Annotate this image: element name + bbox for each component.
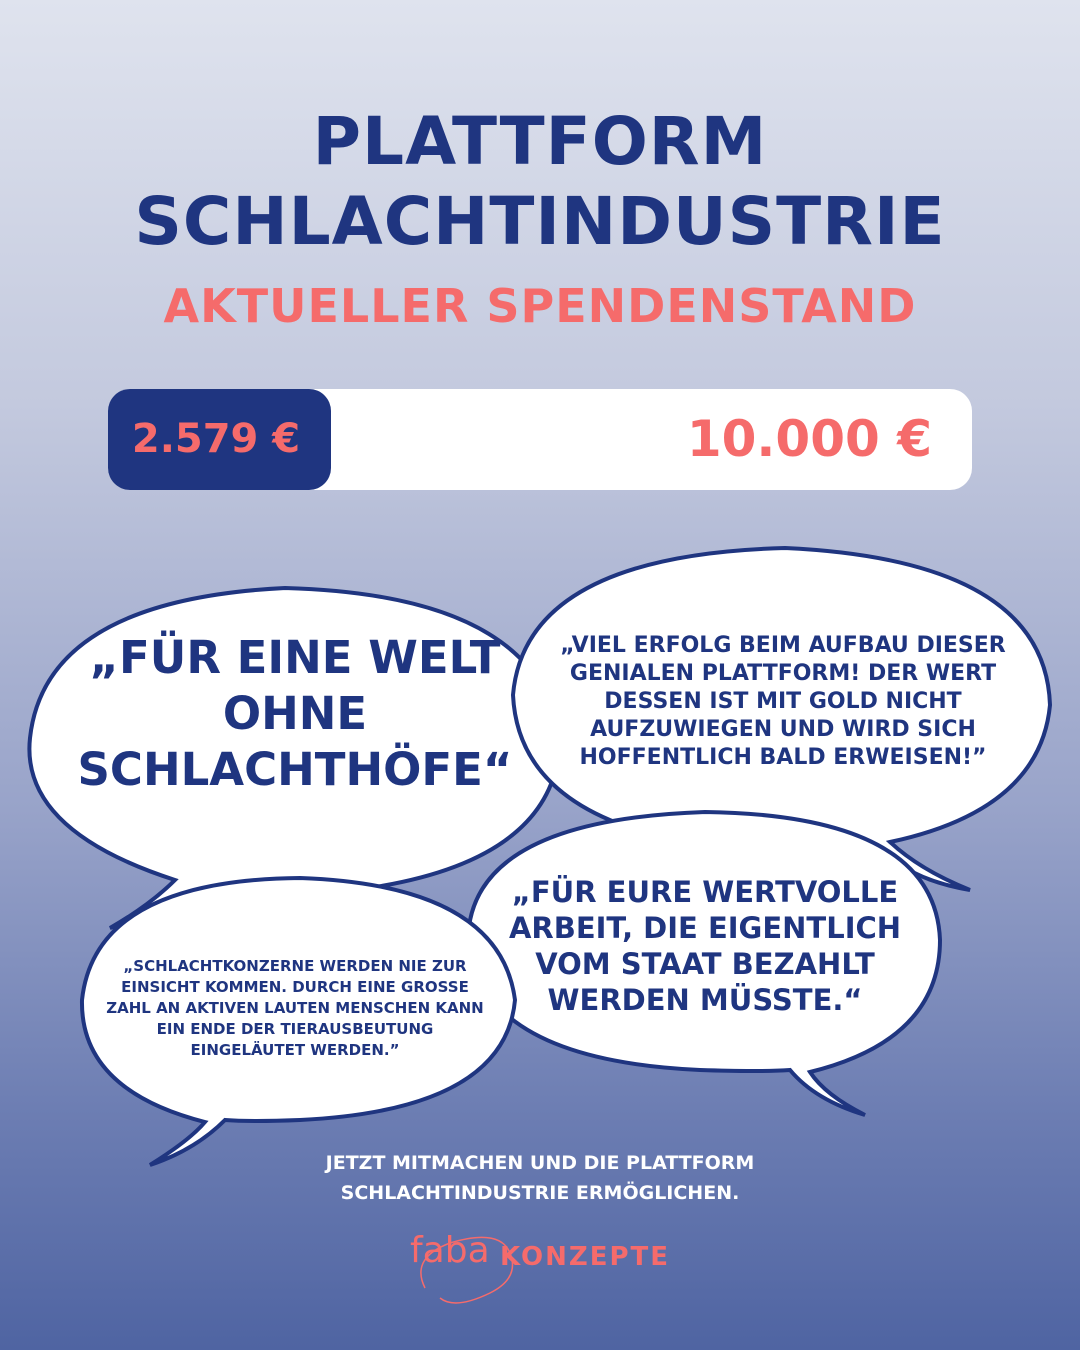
page-title-line1: PLATTFORM — [312, 103, 768, 180]
quote-1: „FÜR EINE WELT OHNE SCHLACHTHÖFE“ — [77, 631, 513, 796]
page-subtitle: AKTUELLER SPENDENSTAND — [163, 279, 917, 333]
quote-4: „FÜR EURE WERTVOLLE ARBEIT, DIE EIGENTLICH VOM STAAT BEZAHLT WERDEN MÜSSTE.“ — [508, 875, 902, 1017]
faba-konzepte-logo — [380, 1218, 700, 1308]
quote-3: „SCHLACHTKONZERNE WERDEN NIE ZUR EINSICHT KOMMEN. DURCH EINE GROSSE ZAHL AN AKTIVEN LAUTEN MENSCHEN KANN EIN ENDE DER TIERAUSBEUTUNG EINGELÄUTET WERDEN.” — [106, 957, 484, 1059]
donation-goal-amount: 10.000 € — [686, 410, 932, 468]
donation-current-amount: 2.579 € — [131, 416, 301, 462]
logo-faba-text: faba — [410, 1230, 490, 1271]
call-to-action: JETZT MITMACHEN UND DIE PLATTFORM SCHLACHTINDUSTRIE ERMÖGLICHEN. — [325, 1152, 755, 1204]
quote-2: „VIEL ERFOLG BEIM AUFBAU DIESER GENIALEN PLATTFORM! DER WERT DESSEN IST MIT GOLD NICHT AUFZUWIEGEN UND WIRD SICH HOFFENTLICH BALD ERWEISEN!” — [560, 633, 1006, 770]
logo-konzepte-text: KONZEPTE — [500, 1242, 671, 1272]
page-title-line2: SCHLACHTINDUSTRIE — [134, 183, 946, 260]
